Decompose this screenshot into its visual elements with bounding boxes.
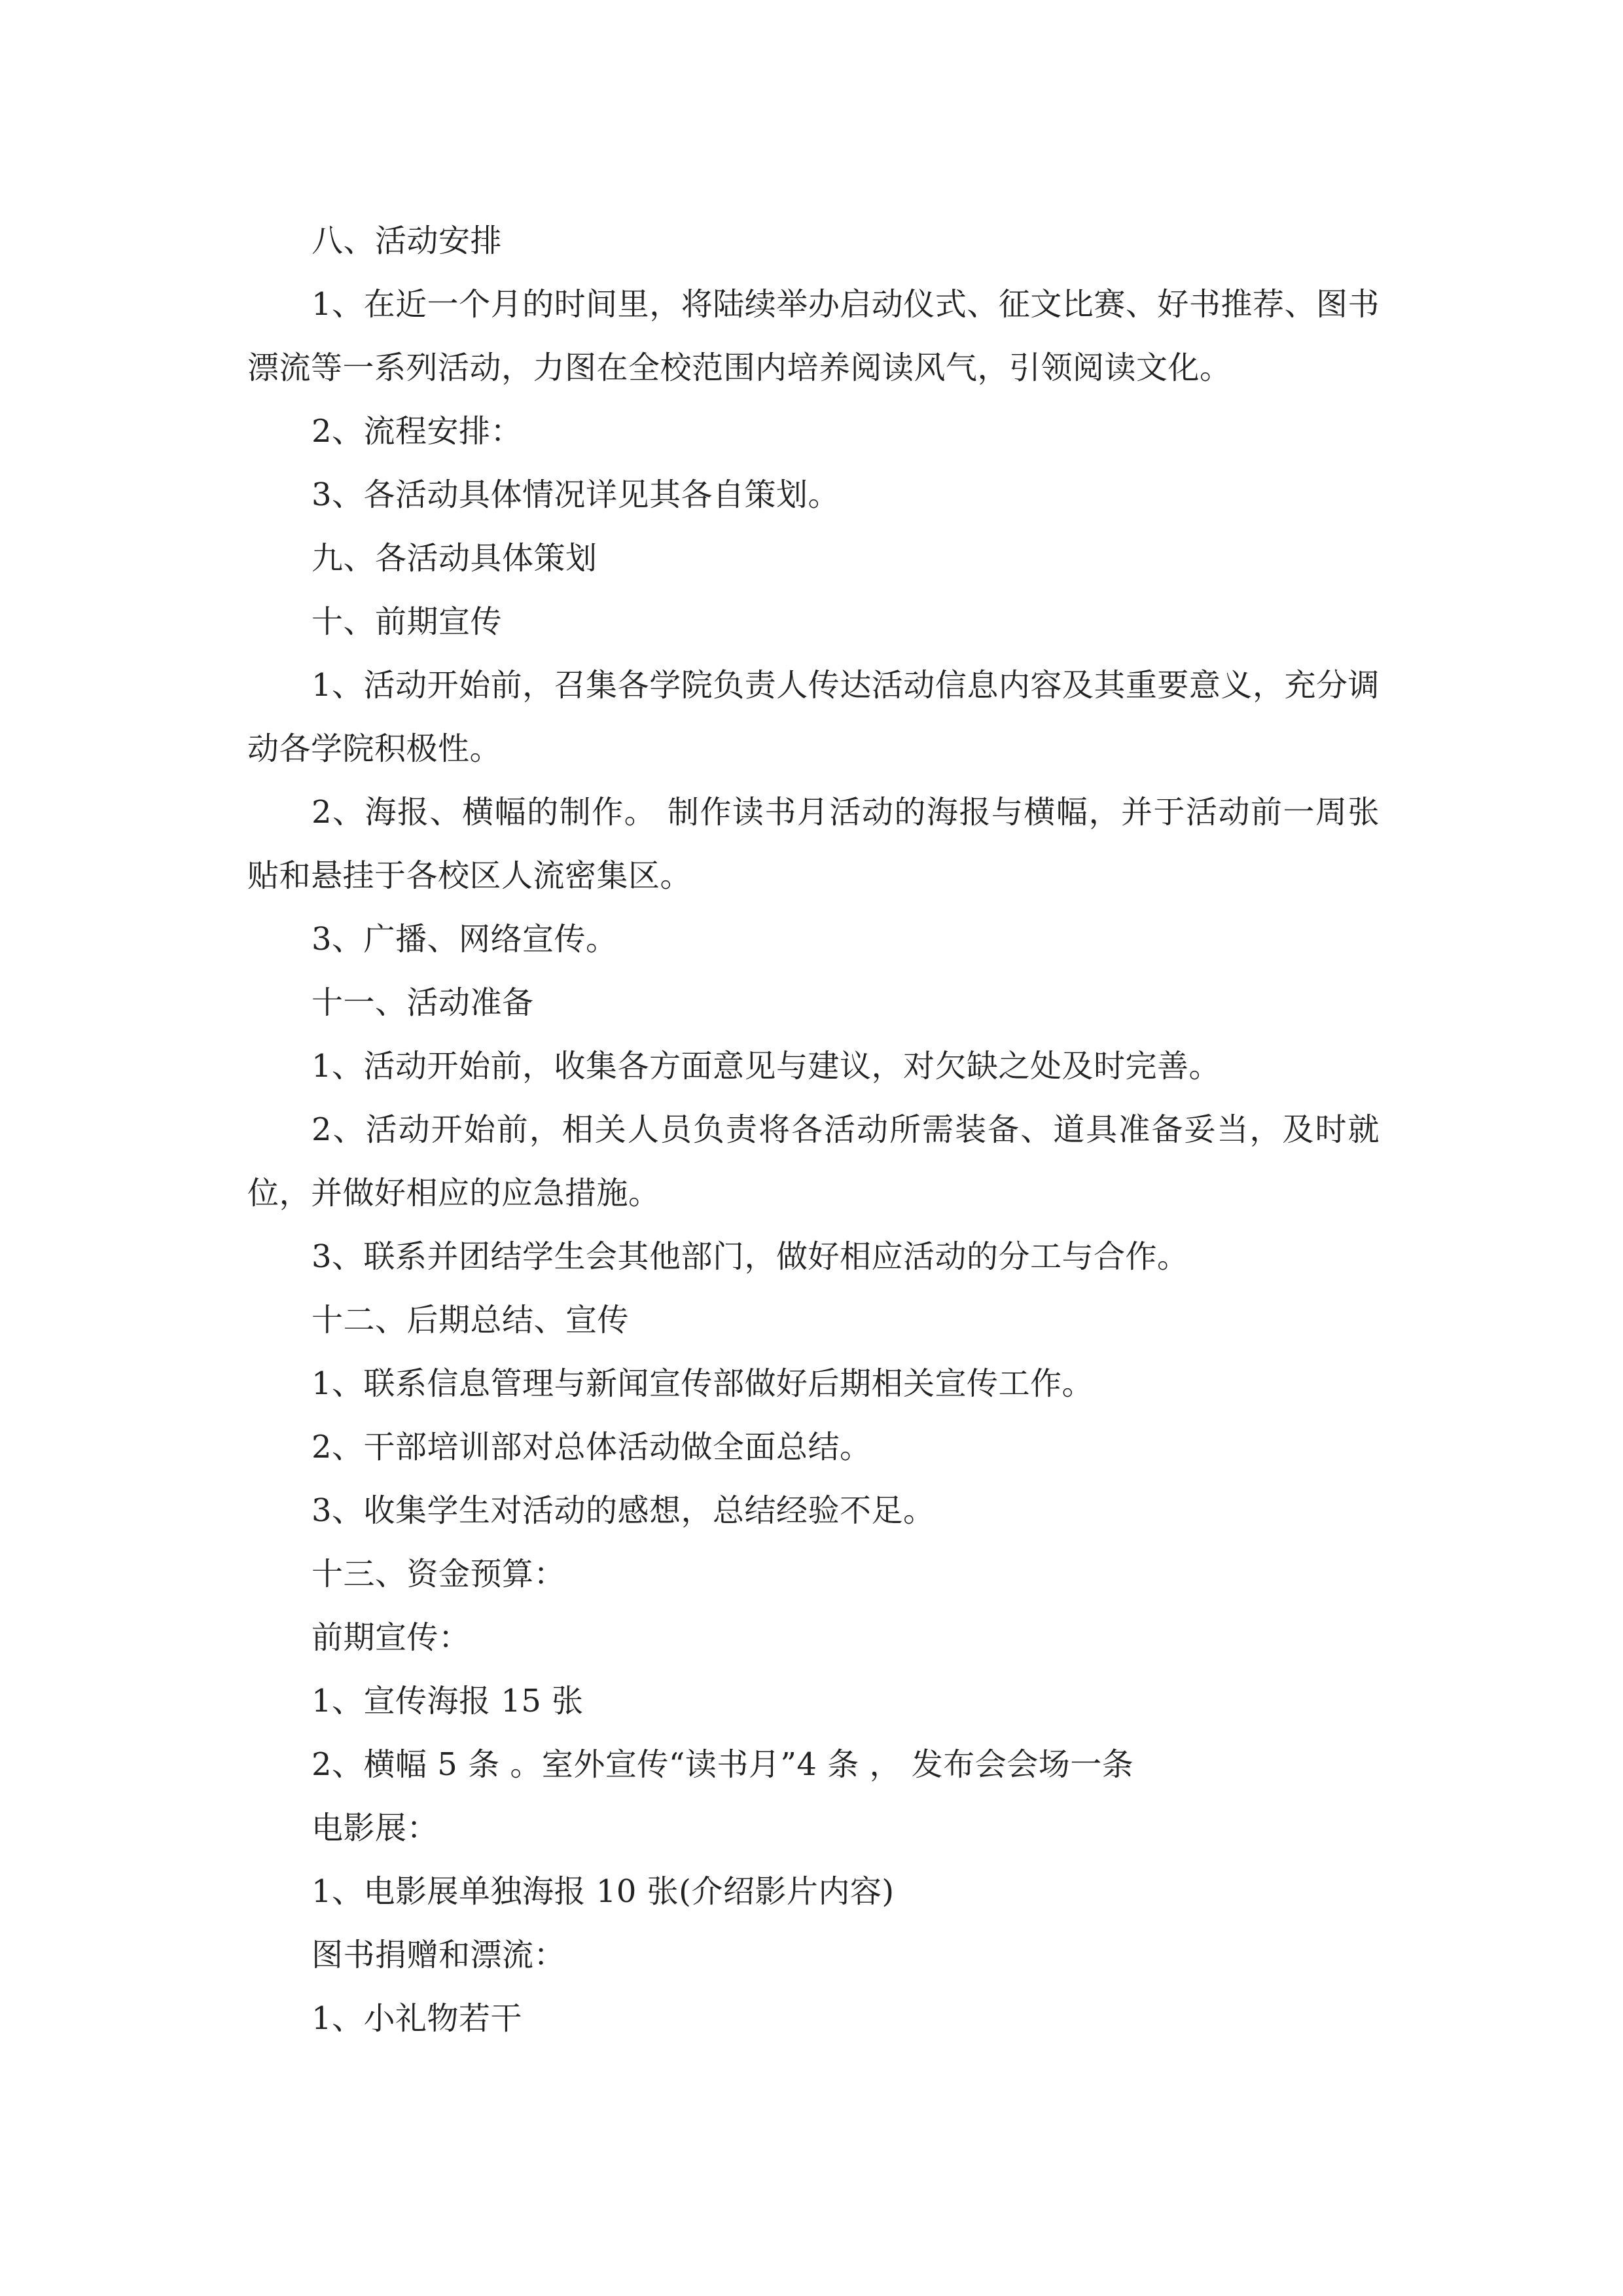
budget-item-banners: 2、横幅 5 条 。室外宣传“读书月”4 条 ， 发布会会场一条 (312, 1746, 1134, 1783)
paragraph-prepromo-1: 1、活动开始前，召集各学院负责人传达活动信息内容及其重要意义，充分调动各学院积极性。 (247, 667, 1380, 767)
paragraph-activity-overview: 1、在近一个月的时间里，将陆续举办启动仪式、征文比赛、好书推荐、图书漂流等一系列活动，力图在全校范围内培养阅读风气，引领阅读文化。 (247, 286, 1380, 386)
paragraph-summary-2: 2、干部培训部对总体活动做全面总结。 (312, 1429, 872, 1465)
paragraph-prepromo-2: 2、海报、横幅的制作。 制作读书月活动的海报与横幅，并于活动前一周张贴和悬挂于各校区人流密集区。 (247, 794, 1380, 894)
paragraph-prep-2: 2、活动开始前，相关人员负责将各活动所需装备、道具准备妥当，及时就位，并做好相应的应急措施。 (247, 1111, 1380, 1211)
paragraph-prepromo-3: 3、广播、网络宣传。 (312, 921, 618, 958)
subheading-book-drift: 图书捐赠和漂流： (312, 1937, 566, 1973)
budget-item-film-posters: 1、电影展单独海报 10 张(介绍影片内容) (312, 1873, 895, 1910)
section-heading-12: 十二、后期总结、宣传 (312, 1302, 630, 1338)
subheading-film: 电影展： (312, 1810, 439, 1846)
section-heading-9: 九、各活动具体策划 (312, 540, 597, 577)
section-heading-13: 十三、资金预算： (312, 1556, 566, 1592)
paragraph-prep-1: 1、活动开始前，收集各方面意见与建议，对欠缺之处及时完善。 (312, 1048, 1221, 1085)
document-page (247, 209, 1380, 2051)
subheading-prepromo: 前期宣传： (312, 1619, 471, 1656)
section-heading-11: 十一、活动准备 (312, 984, 534, 1021)
section-heading-8: 八、活动安排 (312, 223, 503, 259)
paragraph-process: 2、流程安排： (312, 413, 523, 450)
paragraph-prep-3: 3、联系并团结学生会其他部门，做好相应活动的分工与合作。 (312, 1238, 1189, 1275)
budget-item-posters: 1、宣传海报 15 张 (312, 1683, 584, 1719)
paragraph-summary-3: 3、收集学生对活动的感想，总结经验不足。 (312, 1492, 935, 1529)
section-heading-10: 十、前期宣传 (312, 603, 503, 640)
paragraph-summary-1: 1、联系信息管理与新闻宣传部做好后期相关宣传工作。 (312, 1365, 1094, 1402)
budget-item-gifts: 1、小礼物若干 (312, 2000, 523, 2037)
paragraph-details: 3、各活动具体情况详见其各自策划。 (312, 476, 840, 513)
